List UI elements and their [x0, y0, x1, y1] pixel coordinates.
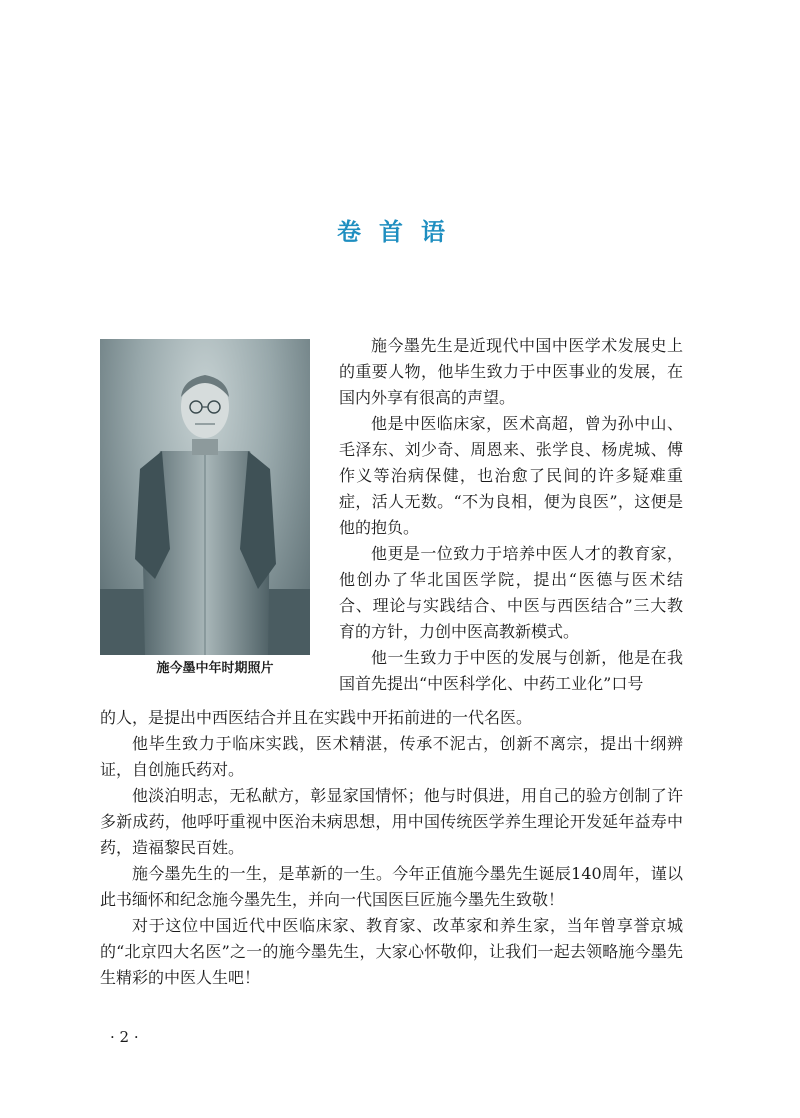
body-text	[100, 705, 683, 991]
paragraph: 对于这位中国近代中医临床家、教育家、改革家和养生家，当年曾享誉京城的“北京四大名医”之一的施今墨先生，大家心怀敬仰，让我们一起去领略施今墨先生精彩的中医人生吧！	[100, 916, 683, 987]
paragraph: 他一生致力于中医的发展与创新，他是在我国首先提出“中医科学化、中药工业化”口号	[339, 648, 683, 693]
paragraph: 他毕生致力于临床实践，医术精湛，传承不泥古，创新不离宗，提出十纲辨证，自创施氏药对。	[100, 734, 683, 779]
page-title: 卷首语	[337, 218, 463, 246]
intro-text-column	[339, 333, 683, 697]
portrait-figure-icon	[100, 339, 310, 655]
paragraph: 他淡泊明志，无私献方，彰显家国情怀；他与时俱进，用自己的验方创制了许多新成药，他呼吁重视中医治未病思想，用中国传统医学养生理论开发延年益寿中药，造福黎民百姓。	[100, 786, 683, 857]
paragraph-continuation: 的人，是提出中西医结合并且在实践中开拓前进的一代名医。	[100, 708, 533, 727]
page-number: · 2 ·	[110, 1028, 139, 1046]
paragraph: 施今墨先生的一生，是革新的一生。今年正值施今墨先生诞辰140周年，谨以此书缅怀和纪念施今墨先生，并向一代国医巨匠施今墨先生致敬！	[100, 864, 683, 909]
paragraph: 他更是一位致力于培养中医人才的教育家，他创办了华北国医学院，提出“医德与医术结合、理论与实践结合、中医与西医结合”三大教育的方针，力创中医高教新模式。	[339, 544, 683, 641]
paragraph: 他是中医临床家，医术高超，曾为孙中山、毛泽东、刘少奇、周恩来、张学良、杨虎城、傅作义等治病保健，也治愈了民间的许多疑难重症，活人无数。“不为良相，便为良医”，这便是他的抱负。	[339, 414, 683, 537]
portrait-photo	[100, 339, 310, 655]
paragraph: 施今墨先生是近现代中国中医学术发展史上的重要人物，他毕生致力于中医事业的发展，在国内外享有很高的声望。	[339, 336, 683, 407]
photo-caption: 施今墨中年时期照片	[156, 661, 274, 676]
